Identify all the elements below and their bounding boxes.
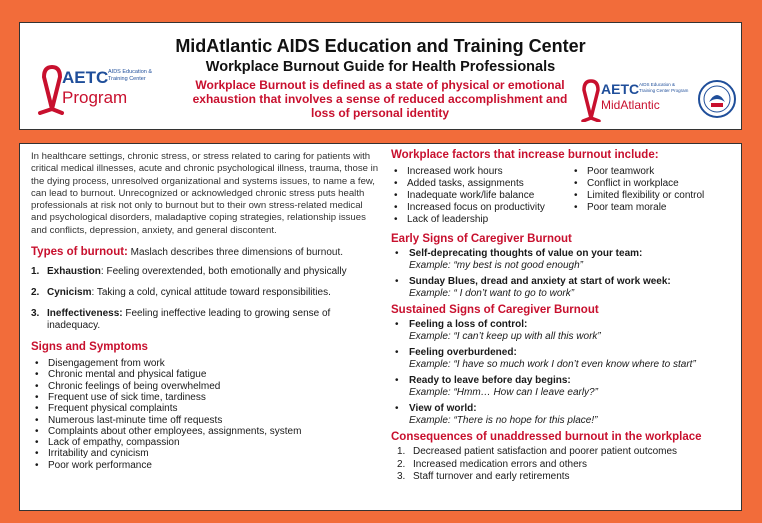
svg-text:MidAtlantic: MidAtlantic xyxy=(601,98,660,112)
list-item: • Frequent use of sick time, tardiness xyxy=(31,392,381,403)
list-item: • Lack of leadership xyxy=(391,214,571,226)
page-subtitle: Workplace Burnout Guide for Health Professionals xyxy=(205,59,556,75)
list-item: • View of world: Example: “There is no hope for this place!” xyxy=(391,403,736,427)
types-list xyxy=(31,266,381,332)
factors-heading: Workplace factors that increase burnout include: xyxy=(391,149,659,161)
list-item: • Lack of empathy, compassion xyxy=(31,437,381,448)
list-item: • Feeling a loss of control: Example: “I can’t keep up with all this work” xyxy=(391,319,736,343)
list-item: 2. Cynicism: Taking a cold, cynical attitude toward responsibilities. xyxy=(31,287,331,299)
list-item: • Sunday Blues, dread and anxiety at start of work week: Example: “ I don’t want to go to work” xyxy=(391,276,736,300)
list-item: • Inadequate work/life balance xyxy=(391,190,571,202)
list-item: • Chronic feelings of being overwhelmed xyxy=(31,381,381,392)
list-item: • Numerous last-minute time off requests xyxy=(31,415,381,426)
svg-text:AETC: AETC xyxy=(62,68,109,87)
list-item: 3. Staff turnover and early retirements xyxy=(397,471,570,483)
aetc-midatlantic-logo xyxy=(577,78,695,122)
list-item: • Added tasks, assignments xyxy=(391,178,571,190)
list-item: • Complaints about other employees, assignments, system xyxy=(31,426,381,437)
consequences-list xyxy=(391,446,736,484)
left-column xyxy=(31,151,381,471)
sustained-signs-heading: Sustained Signs of Caregiver Burnout xyxy=(391,304,599,317)
signs-list xyxy=(31,358,381,471)
list-item: • Poor team morale xyxy=(571,202,704,214)
intro-paragraph: In healthcare settings, chronic stress, or stress related to caring for patients with critical medical illnesses, acute and chronic psychological illness, trauma, those in the dying process, unresolved organizational and systems issues, to name a few, can lead to burnout. Unrecognized or acknowledged chronic stress puts health professionals at risk not only to burnout but to their own stress-related medical and psychological disorders, maladaptive coping strategies, relationship issues and conflicts, depression, anxiety, and general discontent. xyxy=(31,151,379,236)
main-content-panel xyxy=(19,143,742,511)
signs-heading: Signs and Symptoms xyxy=(31,341,148,354)
list-item: 3. Ineffectiveness: Feeling ineffective leading to growing sense of inadequacy. xyxy=(31,308,331,332)
list-item: • Increased focus on productivity xyxy=(391,202,571,214)
types-heading: Types of burnout: Maslach describes three dimensions of burnout. xyxy=(31,246,344,259)
list-item: • Increased work hours xyxy=(391,166,571,178)
list-item: • Self-deprecating thoughts of value on your team: Example: “my best is not good enough” xyxy=(391,248,736,272)
svg-text:Training Center: Training Center xyxy=(108,76,146,82)
factors-lists xyxy=(391,166,736,226)
burnout-definition: Workplace Burnout is defined as a state of physical or emotional exhaustion that involves a sense of reduced accomplishment and loss of personal identity xyxy=(192,78,568,120)
list-item: • Poor teamwork xyxy=(571,166,704,178)
early-signs-heading: Early Signs of Caregiver Burnout xyxy=(391,233,572,246)
list-item: • Frequent physical complaints xyxy=(31,403,381,414)
svg-text:Training Center Program: Training Center Program xyxy=(639,88,689,93)
list-item: • Conflict in workplace xyxy=(571,178,704,190)
factors-list-2 xyxy=(571,166,704,226)
list-item: • Limited flexibility or control xyxy=(571,190,704,202)
list-item: • Disengagement from work xyxy=(31,358,381,369)
list-item: • Poor work performance xyxy=(31,460,381,471)
sustained-signs-list xyxy=(391,319,736,427)
header-banner xyxy=(19,22,742,130)
svg-text:AIDS Education &: AIDS Education & xyxy=(108,69,153,75)
page-title: MidAtlantic AIDS Education and Training Center xyxy=(175,36,586,56)
svg-text:Program: Program xyxy=(62,88,128,107)
list-item: 1. Decreased patient satisfaction and poorer patient outcomes xyxy=(397,446,678,458)
right-column xyxy=(391,149,736,484)
list-item: • Chronic mental and physical fatigue xyxy=(31,369,381,380)
svg-text:AIDS Education &: AIDS Education & xyxy=(639,82,676,87)
consequences-heading: Consequences of unaddressed burnout in the workplace xyxy=(391,431,702,444)
early-signs-list xyxy=(391,248,736,300)
factors-list-1 xyxy=(391,166,571,226)
svg-text:AETC: AETC xyxy=(601,81,640,97)
list-item: 1. Exhaustion: Feeling overextended, both emotionally and physically xyxy=(31,266,347,278)
list-item: • Ready to leave before day begins: Example: “Hmm… How can I leave early?” xyxy=(391,375,736,399)
hrsa-seal-icon xyxy=(698,80,736,118)
red-ribbon-icon xyxy=(583,81,599,121)
list-item: • Irritability and cynicism xyxy=(31,448,381,459)
list-item: 2. Increased medication errors and others xyxy=(397,458,587,470)
list-item: • Feeling overburdened: Example: “I have so much work I don’t even know where to start” xyxy=(391,347,736,371)
